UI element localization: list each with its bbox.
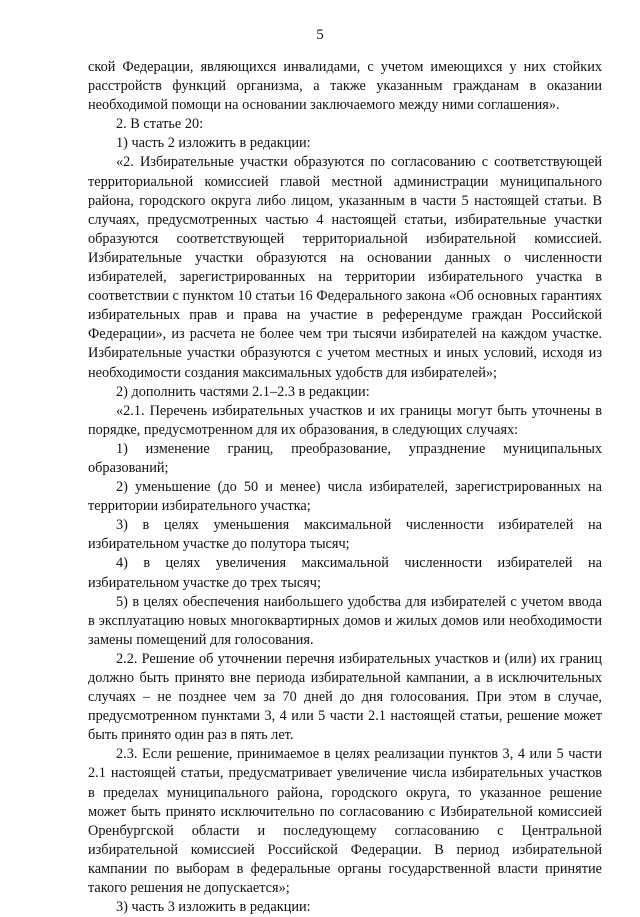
- paragraph: 1) часть 2 изложить в редакции:: [116, 135, 311, 152]
- page-number: 5: [316, 27, 324, 43]
- paragraph: 2. В статье 20:: [116, 116, 204, 133]
- paragraph: 1) изменение границ, преобразование, упразднение муниципальных образований;: [88, 440, 602, 476]
- paragraph: 2) уменьшение (до 50 и менее) числа избирателей, зарегистрированных на территории избирательного участка;: [88, 479, 602, 515]
- paragraph: 2.2. Решение об уточнении перечня избирательных участков и (или) их границ должно быть принято вне периода избирательной кампании, а в исключительных случаях – не позднее чем за 70 дней до дня голосования. При этом в случае, предусмотренном пунктами 3, 4 или 5 части 2.1 настоящей статьи, решение может быть принято один раз в пять лет.: [88, 650, 602, 744]
- paragraph: ской Федерации, являющихся инвалидами, с учетом имеющихся у них стойких расстройств функций организма, а также указанным гражданам в оказании необходимой помощи на основании заключаемого между ними соглашения».: [88, 59, 602, 114]
- paragraph: 2) дополнить частями 2.1–2.3 в редакции:: [116, 383, 370, 400]
- paragraph: «2.1. Перечень избирательных участков и их границы могут быть уточнены в порядке, предусмотренном для их образования, в следующих случаях:: [88, 402, 602, 438]
- paragraph: 4) в целях увеличения максимальной численности избирателей на избирательном участке до трех тысяч;: [88, 555, 602, 591]
- document-body: [88, 58, 602, 917]
- paragraph: 2.3. Если решение, принимаемое в целях реализации пунктов 3, 4 или 5 части 2.1 настоящей статьи, предусматривает увеличение числа избирательных участков в пределах муниципального района, городского округа, то указанное решение может быть принято исключительно по согласованию с Избирательной комиссией Оренбургской области и последующему согласованию с Центральной избирательной комиссией Российской Федерации. В период избирательной кампании по выборам в федеральные органы государственной власти принятие такого решения не допускается»;: [88, 746, 602, 897]
- paragraph: 5) в целях обеспечения наибольшего удобства для избирателей с учетом ввода в эксплуатацию новых многоквартирных домов и жилых домов или необходимости замены помещений для голосования.: [88, 593, 602, 648]
- paragraph: «2. Избирательные участки образуются по согласованию с соответствующей территориальной комиссией главой местной администрации муниципального района, городского округа либо лицом, указанным в части 5 настоящей статьи. В случаях, предусмотренных частью 4 настоящей статьи, избирательные участки образуются соответствующей территориальной избирательной комиссией. Избирательные участки образуются на основании данных о численности избирателей, зарегистрированных на территории избирательного участка в соответствии с пунктом 10 статьи 16 Федерального закона «Об основных гарантиях избирательных прав и права на участие в референдуме граждан Российской Федерации», из расчета не более чем три тысячи избирателей на каждом участке. Избирательные участки образуются с учетом местных и иных условий, исходя из необходимости создания максимальных удобств для избирателей»;: [88, 154, 602, 381]
- paragraph: 3) в целях уменьшения максимальной численности избирателей на избирательном участке до полутора тысяч;: [88, 517, 602, 553]
- paragraph: 3) часть 3 изложить в редакции:: [116, 899, 311, 916]
